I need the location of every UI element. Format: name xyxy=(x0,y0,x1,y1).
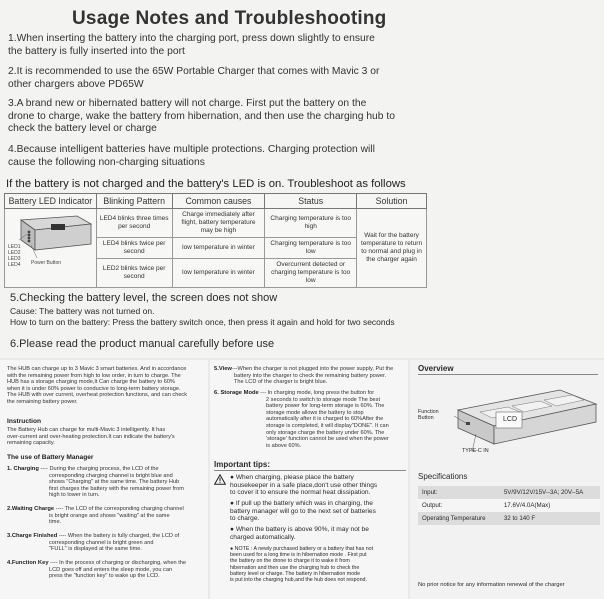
waiting-charge-label: 2.Waiting Charge xyxy=(7,506,55,512)
tip-line: housekeeper in a safe place,don't use other things xyxy=(230,481,378,489)
storage-line: storage is completed, it will display"DONE". It can xyxy=(266,422,389,429)
view-line: ---When the charger is not plugged into the power supply, Put the xyxy=(231,366,394,372)
led3-label: LED3 xyxy=(8,256,21,262)
charging-item-line: ---- During the charging process, the LCD of the xyxy=(40,466,159,472)
tip-line: ● When charging, please place the battery xyxy=(230,474,354,481)
tip-line: to charge. xyxy=(230,515,260,523)
intro-line: when it is under 60% power to conducive to long-term battery storage. xyxy=(7,385,181,392)
table-row xyxy=(5,209,427,238)
section-5-title: 5.Checking the battery level, the screen does not show xyxy=(10,292,278,304)
view-line: battery into the charger to check the remaining battery power. xyxy=(234,372,387,379)
tip-4-text: NOTE : A newly purchased battery or a battery that has not xyxy=(234,546,374,552)
header-status: Status xyxy=(265,194,357,209)
section-6-title: 6.Please read the product manual carefully before use xyxy=(10,338,275,350)
charge-finished-item xyxy=(7,533,205,553)
charge-finished-line: "FULL" is displayed at the same time. xyxy=(49,546,142,553)
charging-item-line: high to lower in turn. xyxy=(49,492,100,499)
instruction-title: Instruction xyxy=(7,418,42,425)
instruction-paragraph xyxy=(7,427,205,447)
row2-cause: low temperature in winter xyxy=(172,238,265,259)
note-4 xyxy=(8,144,478,169)
troubleshoot-heading: If the battery is not charged and the battery's LED is on. Troubleshoot as follows xyxy=(6,178,406,190)
spec-temperature-label: Operating Temperature xyxy=(418,512,500,525)
intro-line: The HUB can charge up to 3 Mavic 3 smart batteries. And in accordance xyxy=(7,366,187,372)
view-label: 5.View xyxy=(214,366,232,372)
intro-line: HUB has a storage charging mode,It Can charge the battery to 60% xyxy=(7,379,175,386)
troubleshoot-table xyxy=(4,193,427,288)
instruction-line: remaining capacity. xyxy=(7,440,55,447)
tip-line: hibernation and then use the charging hub to check the xyxy=(230,564,360,571)
header-led-indicator: Battery LED Indicator xyxy=(5,194,97,209)
storage-line: 'storage' function cannot be used when the power xyxy=(266,436,389,443)
note-3-line-2: drone to charge, wake the battery from hibernation, and then use the charging hub to xyxy=(8,110,395,122)
spec-output-label: Output: xyxy=(418,499,500,512)
charging-item-line: shows "Charging" at the same time. The battery Hub xyxy=(49,479,180,486)
charging-item-line: first charges the battery with the remaining power from xyxy=(49,485,184,492)
intro-line: the remaining battery power. xyxy=(7,398,78,405)
tip-3-text: When the battery is above 90%, it may not be xyxy=(235,526,369,533)
solution-cell: Wait for the battery temperature to return to normal and plug in the charger again xyxy=(357,209,427,288)
tip-line: to cover it to ensure the normal heat dissipation. xyxy=(230,489,371,497)
note-2-line-2: other chargers above PD65W xyxy=(8,78,144,90)
tips-divider xyxy=(214,470,406,471)
table-header-row xyxy=(5,194,427,209)
note-3 xyxy=(8,98,478,136)
tip-2 xyxy=(230,500,406,523)
charge-finished-line: ---- When the battery is fully charged, the LCD of xyxy=(58,533,180,539)
storage-line: automatically after it is charged to 60%After the xyxy=(266,416,384,423)
row3-cause: low temperature in winter xyxy=(172,258,265,287)
charging-item-line: corresponding charging channel is bright blue and xyxy=(49,472,173,479)
tip-1 xyxy=(230,474,406,497)
row2-pattern: LED4 blinks twice per second xyxy=(96,238,172,259)
led2-label: LED2 xyxy=(8,250,21,256)
led4-label: LED4 xyxy=(8,262,21,268)
row2-status: Charging temperature is too low xyxy=(265,238,357,259)
storage-line: battery power for long-term storage is 60%. The xyxy=(266,403,385,410)
view-item xyxy=(214,366,406,386)
manual-column-3 xyxy=(410,360,604,599)
intro-line: with the remaining power from high to low order, in turn to charge. The xyxy=(7,372,181,379)
row3-status: Overcurrent detected or charging temperature is too low xyxy=(265,258,357,287)
spec-temperature-value: 32 to 140 F xyxy=(500,512,600,525)
tip-line: ● When the battery is above 90%, it may not be xyxy=(230,526,369,533)
row1-pattern: LED4 blinks three times per second xyxy=(96,209,172,238)
spec-input-value: 5V/9V/12V/15V--3A; 20V--5A xyxy=(500,486,600,499)
led1-label: LED1 xyxy=(8,244,21,250)
tip-line: been used for a long time is in hibernation mode . First put xyxy=(230,552,367,559)
section-5-how: How to turn on the battery: Press the battery switch once, then press it again and hold for two seconds xyxy=(10,317,395,327)
tip-line: is put into the charging hub,and the hub does not respond. xyxy=(230,577,367,584)
row1-status: Charging temperature is too high xyxy=(265,209,357,238)
storage-line: only storage charge the battery under 60%. The xyxy=(266,429,385,436)
function-key-line: ---- In the process of charging or discharging, when the xyxy=(50,560,186,566)
table-row xyxy=(418,486,600,499)
page-title: Usage Notes and Troubleshooting xyxy=(72,8,387,29)
waiting-charge-line: time. xyxy=(49,519,62,526)
tip-line: charged automatically. xyxy=(230,533,296,541)
note-3-line-3: check the battery level or charge xyxy=(8,123,157,135)
function-key-line: LCD goes off and enters the sleep mode, you can xyxy=(49,566,173,573)
tip-line: ● If pull up the battery which was in charging, the xyxy=(230,500,373,507)
storage-mode-label: 6. Storage Mode xyxy=(214,390,259,396)
tip-4 xyxy=(230,546,406,583)
important-tips-title: Important tips: xyxy=(214,460,270,469)
tip-3 xyxy=(230,526,406,541)
specifications-table xyxy=(418,486,600,525)
header-solution: Solution xyxy=(357,194,427,209)
instruction-line: The Battery Hub can charge for multi-Mavic 3 intelligently. It has xyxy=(7,427,166,433)
lcd-label: LCD xyxy=(503,416,518,423)
header-common-causes: Common causes xyxy=(172,194,265,209)
table-row xyxy=(418,512,600,525)
charging-item-label: 1. Charging xyxy=(7,466,39,472)
section-5-cause: Cause: The battery was not turned on. xyxy=(10,306,155,316)
tip-line: battery level or charge. The battery in hibernation mode xyxy=(230,570,361,577)
row3-pattern: LED2 blinks twice per second xyxy=(96,258,172,287)
tip-1-text: When charging, please place the battery xyxy=(235,474,354,481)
header-blinking-pattern: Blinking Pattern xyxy=(96,194,172,209)
function-button-label: Function Button xyxy=(418,409,439,422)
tip-2-text: If pull up the battery which was in charging, the xyxy=(235,500,373,507)
waiting-charge-line: is bright orange and shows "waiting" at the same xyxy=(49,512,170,519)
note-1-line-2: the battery is fully inserted into the port xyxy=(8,45,185,57)
type-c-label: TYPE-C IN xyxy=(462,448,489,454)
view-line: The LCD of the charger is bright blue. xyxy=(234,379,328,386)
waiting-charge-item xyxy=(7,506,205,526)
table-row xyxy=(418,499,600,512)
function-key-item xyxy=(7,560,205,580)
note-3-line-1: 3.A brand new or hibernated battery will not charge. First put the battery on the xyxy=(8,98,367,109)
specifications-title: Specifications xyxy=(418,472,468,481)
charge-finished-label: 3.Charge Finished xyxy=(7,533,58,539)
tip-line: battery manager will go to the next set of batteries xyxy=(230,507,376,515)
function-key-line: press the "function key" to wake up the LCD. xyxy=(49,573,160,580)
warning-icon xyxy=(214,474,226,485)
charge-finished-line: corresponding channel is bright green and xyxy=(49,539,154,546)
charging-item xyxy=(7,466,205,499)
spec-output-value: 17.6V/4.0A(Max) xyxy=(500,499,600,512)
note-1-line-1: 1.When inserting the battery into the charging port, press down slightly to ensure xyxy=(8,33,375,44)
power-button-label: Power Button xyxy=(31,260,62,266)
instruction-line: over-current and over-heating protection.It can indicate the battery's xyxy=(7,433,175,440)
renewal-notice: No prior notice for any information renewal of the charger xyxy=(418,582,565,588)
note-4-line-1: 4.Because intelligent batteries have multiple protections. Charging protection will xyxy=(8,144,375,155)
tip-line: the battery on the drone to charge it to wake it from xyxy=(230,558,350,565)
manual-column-1 xyxy=(0,360,208,599)
note-2-line-1: 2.It is recommended to use the 65W Portable Charger that comes with Mavic 3 or xyxy=(8,66,380,77)
waiting-charge-line: ---- The LCD of the corresponding charging channel xyxy=(55,506,184,512)
storage-line: is above 60%. xyxy=(266,442,302,449)
intro-line: The HUB with over current, overheat protection functions, and can check xyxy=(7,392,188,399)
overview-title: Overview xyxy=(418,364,454,373)
spec-input-label: Input: xyxy=(418,486,500,499)
storage-line: --- In charging mode, long press the button for xyxy=(260,390,375,396)
function-key-label: 4.Function Key xyxy=(7,560,49,566)
row1-cause: Charge immediately after flight, battery temperature may be high xyxy=(172,209,265,238)
storage-line: storage mode allows the battery to stop xyxy=(266,409,364,416)
battery-manager-title: The use of Battery Manager xyxy=(7,454,94,461)
storage-mode-item xyxy=(214,390,406,449)
tip-line: ● NOTE : A newly purchased battery or a battery that has not xyxy=(230,546,374,552)
note-1 xyxy=(8,33,478,58)
storage-line: 2 seconds to switch to storage mode The best xyxy=(266,396,381,403)
note-4-line-2: cause the following non-charging situations xyxy=(8,156,205,168)
manual-column-2 xyxy=(210,360,408,599)
overview-divider xyxy=(418,374,598,375)
note-2 xyxy=(8,66,478,91)
intro-paragraph xyxy=(7,366,205,406)
battery-illustration-cell xyxy=(5,209,97,288)
